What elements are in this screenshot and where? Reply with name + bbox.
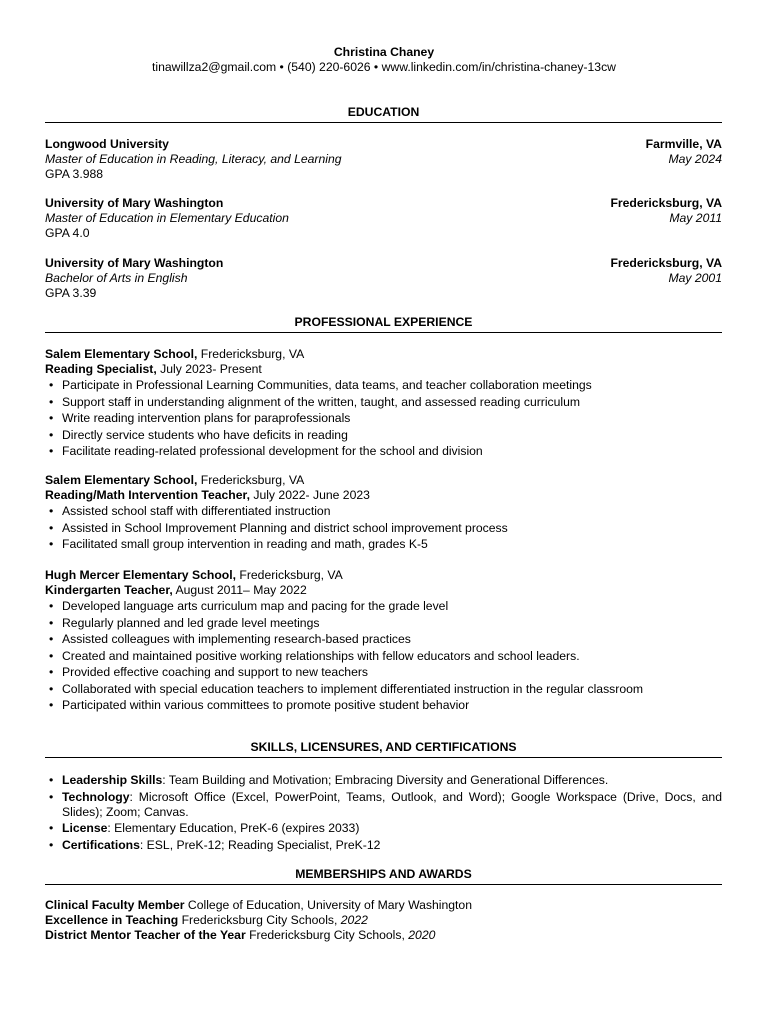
list-item: • Facilitated small group intervention in reading and math, grades K-5 [62,537,722,552]
section-title-experience: PROFESSIONAL EXPERIENCE [45,315,722,333]
list-item: • Facilitate reading-related professional development for the school and division [62,444,722,459]
list-item: • Developed language arts curriculum map and pacing for the grade level [62,599,722,614]
skill-label: Certifications [62,837,140,852]
separator: • [370,60,382,74]
list-item [62,838,722,853]
degree: Master of Education in Reading, Literacy, and Learning [45,152,342,166]
duties-list [45,504,722,552]
phone: (540) 220-6026 [287,60,371,74]
school-name: University of Mary Washington [45,196,224,210]
list-item: • Write reading intervention plans for paraprofessionals [62,411,722,426]
job-location: Fredericksburg, VA [197,473,305,487]
duties-list [45,599,722,713]
education-entry [45,137,722,182]
degree: Bachelor of Arts in English [45,271,188,285]
membership-text: Fredericksburg City Schools, [178,913,341,927]
job-entry [45,347,722,459]
list-item: • Directly service students who have deficits in reading [62,428,722,443]
list-item: • Collaborated with special education teachers to implement differentiated instruction in the regular classroom [62,682,722,697]
membership-text: College of Education, University of Mary Washington [184,898,472,912]
job-dates: August 2011– May 2022 [172,583,307,597]
job-dates: July 2023- Present [156,362,262,376]
job-role: Reading/Math Intervention Teacher, [45,488,250,502]
list-item [62,773,722,788]
list-item: • Provided effective coaching and support to new teachers [62,665,722,680]
skill-label: Leadership Skills [62,773,163,787]
job-location: Fredericksburg, VA [236,568,343,582]
membership-item [45,928,722,943]
school-location: Farmville, VA [645,137,722,151]
gpa: GPA 3.39 [45,286,97,300]
section-title-skills: SKILLS, LICENSURES, AND CERTIFICATIONS [45,740,722,758]
list-item [62,821,722,836]
degree: Master of Education in Elementary Education [45,211,289,225]
membership-label: Excellence in Teaching [45,913,179,927]
list-item: • Regularly planned and led grade level meetings [62,616,722,631]
list-item: • Support staff in understanding alignment of the written, taught, and assessed reading curriculum [62,395,722,410]
job-dates: July 2022- June 2023 [249,488,370,502]
list-item: • Participate in Professional Learning Communities, data teams, and teacher collaboration meetings [62,378,722,393]
skill-text: : Team Building and Motivation; Embracing Diversity and Generational Differences. [162,773,609,787]
skill-text: : Microsoft Office (Excel, PowerPoint, Teams, Outlook, and Word); Google Workspace (Drive, Docs, and Slides); Zoom; Canvas. [62,789,722,819]
skills-list [45,773,722,853]
gpa: GPA 4.0 [45,226,90,240]
linkedin-url: www.linkedin.com/in/christina-chaney-13cw [381,60,616,74]
list-item [62,790,722,820]
list-item: • Created and maintained positive working relationships with fellow educators and school leaders. [62,649,722,664]
membership-text: Fredericksburg City Schools, [245,928,409,942]
membership-year: 2022 [340,913,368,927]
membership-item [45,913,722,928]
employer: Salem Elementary School, [45,347,198,361]
job-location: Fredericksburg, VA [197,347,305,361]
skills-block [45,773,722,853]
skill-label: Technology [62,789,130,804]
list-item: • Assisted school staff with differentiated instruction [62,504,722,519]
skill-text: : ESL, PreK-12; Reading Specialist, PreK-12 [139,837,381,852]
email: tinawillza2@gmail.com [152,60,277,74]
employer: Salem Elementary School, [45,473,198,487]
membership-label: District Mentor Teacher of the Year [45,928,246,942]
list-item: • Assisted colleagues with implementing research-based practices [62,632,722,647]
school-name: University of Mary Washington [45,256,224,270]
section-title-memberships: MEMBERSHIPS AND AWARDS [45,867,722,885]
graduation-date: May 2011 [669,211,722,225]
graduation-date: May 2024 [668,152,722,166]
education-entry [45,256,722,301]
contact-line [0,60,768,75]
memberships-block [45,898,722,943]
membership-item [45,898,722,913]
resume-header [0,45,768,75]
job-entry [45,473,722,552]
job-role: Kindergarten Teacher, [45,583,173,597]
job-role: Reading Specialist, [45,362,157,376]
graduation-date: May 2001 [668,271,722,285]
candidate-name: Christina Chaney [333,45,435,59]
list-item: • Participated within various committees to promote positive student behavior [62,698,722,713]
school-name: Longwood University [45,137,169,151]
skill-text: : Elementary Education, PreK-6 (expires 2033) [107,821,360,835]
employer: Hugh Mercer Elementary School, [45,568,236,582]
duties-list [45,378,722,459]
education-entry [45,196,722,241]
section-title-education: EDUCATION [45,105,722,123]
list-item: • Assisted in School Improvement Planning and district school improvement process [62,521,722,536]
membership-label: Clinical Faculty Member [45,898,185,912]
school-location: Fredericksburg, VA [610,196,722,210]
skill-label: License [62,821,108,835]
membership-year: 2020 [408,928,436,942]
job-entry [45,568,722,713]
gpa: GPA 3.988 [45,167,104,181]
separator: • [276,60,288,74]
school-location: Fredericksburg, VA [610,256,722,270]
